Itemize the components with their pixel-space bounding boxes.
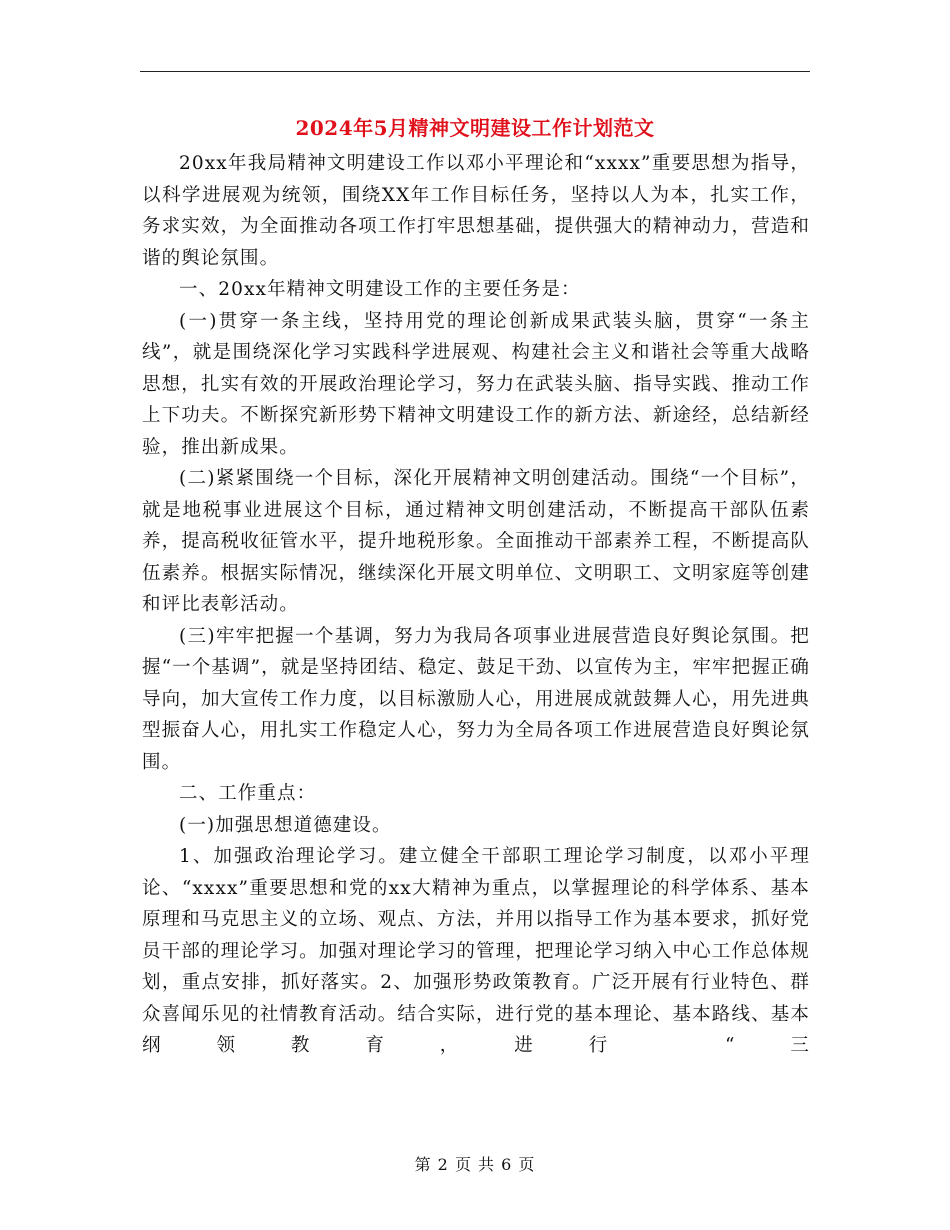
page-number-footer: 第 2 页 共 6 页 <box>414 1155 536 1174</box>
paragraph-section-2-heading: 二、工作重点： <box>179 783 317 804</box>
document-title: 2024年5月精神文明建设工作计划范文 <box>295 116 655 140</box>
paragraph-intro: 20xx年我局精神文明建设工作以邓小平理论和“xxxx”重要思想为指导，以科学进展观为统领，围绕XX年工作目标任务，坚持以人为本，扎实工作，务求实效，为全面推动各项工作打牢思想基础，提供强大的精神动力，营造和谐的舆论氛围。 <box>142 153 810 269</box>
paragraph-task-3: (三)牢牢把握一个基调，努力为我局各项事业进展营造良好舆论氛围。把握“一个基调”，就是坚持团结、稳定、鼓足干劲、以宣传为主，牢牢把握正确导向，加大宣传工作力度，以目标激励人心，用进展成就鼓舞人心，用先进典型振奋人心，用扎实工作稳定人心，努力为全局各项工作进展营造良好舆论氛围。 <box>142 625 810 773</box>
paragraph-study: 1、加强政治理论学习。建立健全干部职工理论学习制度，以邓小平理论、“xxxx”重要思想和党的xx大精神为重点，以掌握理论的科学体系、基本原理和马克思主义的立场、观点、方法，并用以指导工作为基本要求，抓好党员干部的理论学习。加强对理论学习的管理，把理论学习纳入中心工作总体规划，重点安排，抓好落实。2、加强形势政策教育。广泛开展有行业特色、群众喜闻乐见的社情教育活动。结合实际，进行党的基本理论、基本路线、基本纲领教育，进行 “三 <box>142 846 810 1056</box>
paragraph-task-2: (二)紧紧围绕一个目标，深化开展精神文明创建活动。围绕“一个目标”，就是地税事业进展这个目标，通过精神文明创建活动，不断提高干部队伍素养，提高税收征管水平，提升地税形象。全面推动干部素养工程，不断提高队伍素养。根据实际情况，继续深化开展文明单位、文明职工、文明家庭等创建和评比表彰活动。 <box>142 468 810 615</box>
document-body <box>142 148 810 1062</box>
paragraph-section-1-heading: 一、20xx年精神文明建设工作的主要任务是： <box>179 279 581 300</box>
paragraph-subheading-1: (一)加强思想道德建设。 <box>179 814 392 836</box>
paragraph-task-1: (一)贯穿一条主线，坚持用党的理论创新成果武装头脑，贯穿“一条主线”，就是围绕深化学习实践科学进展观、构建社会主义和谐社会等重大战略思想，扎实有效的开展政治理论学习，努力在武装头脑、指导实践、推动工作上下功夫。不断探究新形势下精神文明建设工作的新方法、新途经，总结新经验，推出新成果。 <box>142 310 810 458</box>
header-rule <box>140 71 810 72</box>
